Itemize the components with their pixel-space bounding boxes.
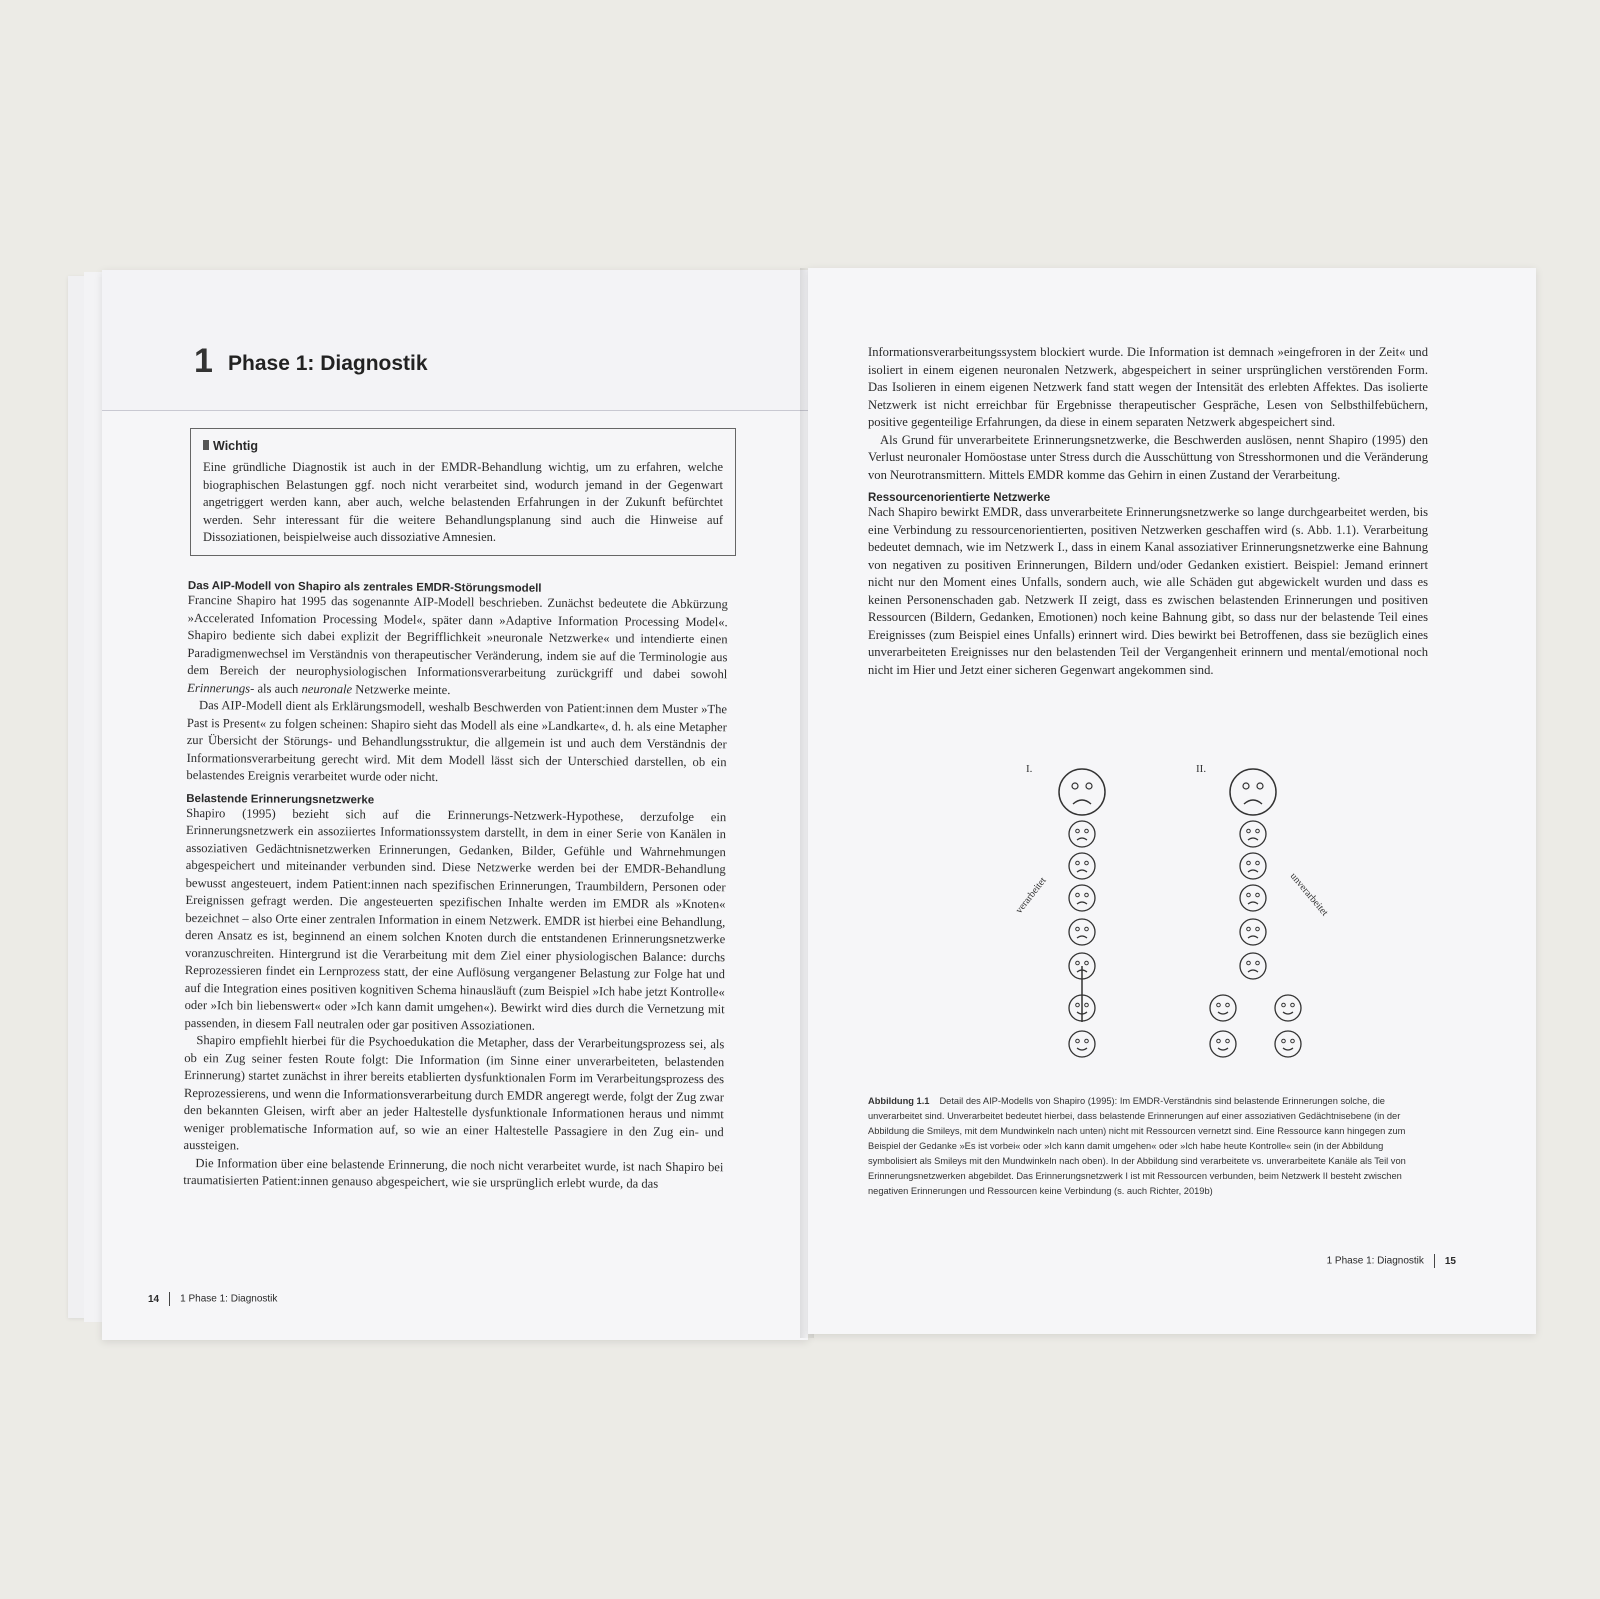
label-network-I: I. (1026, 763, 1033, 775)
paragraph: Die Information über eine belastende Erinnerung, die noch nicht verarbeitet wurde, ist nach Shapiro bei traumatisierten Patient:innen genauso abgespeichert, wie sie ursprünglich erlebt wurde, da das (183, 1155, 724, 1191)
happy-face-icon (1069, 1031, 1095, 1057)
sad-face-icon (1069, 885, 1095, 911)
sad-face-icon (1069, 821, 1095, 847)
left-page (102, 270, 808, 1340)
happy-face-icon (1210, 1031, 1236, 1057)
caption-label: Abbildung 1.1 (868, 1096, 930, 1106)
section-heading-belastende: Belastende Erinnerungsnetzwerke (186, 792, 375, 806)
important-box-title: Wichtig (203, 439, 723, 453)
network-II-chain (1210, 769, 1301, 1057)
happy-face-icon (1275, 995, 1301, 1021)
page-number: 15 (1444, 1255, 1456, 1267)
chapter-title: Phase 1: Diagnostik (228, 352, 428, 375)
sad-face-icon (1240, 953, 1266, 979)
paragraph: Als Grund für unverarbeitete Erinnerungsnetzwerke, die Beschwerden auslösen, nennt Shapiro (1995) den Verlust neuronaler Homöostase unter Stress durch die Ausschüttung von Stresshormonen und die Veränderung von Neurotransmittern. Mittels EMDR komme das Gehirn in einen Zustand der Verarbeitung. (868, 432, 1428, 482)
sad-face-icon (1069, 853, 1095, 879)
sad-face-icon (1240, 853, 1266, 879)
chapter-number: 1 (194, 342, 213, 380)
important-box (190, 428, 736, 556)
paragraph: Shapiro empfiehlt hierbei für die Psychoedukation die Metapher, dass der Verarbeitungsprozess sei, als ob ein Zug seiner festen Route folgt: Die Information (im Sinne einer unverarbeiteten, belastenden Erinnerung) startet zunächst in ihrer bereits etablierten dysfunktionalen Form im Verarbeitungsprozess des Reprozessierens, und wenn die Informationsverarbeitung durch EMDR angeregt werde, folgt der Zug zwar den bekannten Gleisen, wirft aber an jeder Haltestelle dysfunktionale Informationen heraus und nimmt weniger problematische Information auf, so wie an einer Haltestelle Passagiere in den Zug ein- und aussteigen. (183, 1033, 725, 1153)
caption-text: Detail des AIP-Modells von Shapiro (1995): Im EMDR-Verständnis sind belastende Erinnerungen solche, die unverarbeitet sind. Unverarbeitet bedeutet hierbei, dass belastende Erinnerungen auf einer assoziativen Gedächtnisebene (in der Abbildung die Smileys, mit dem Mundwinkeln nach unten) nicht mit Ressourcen vernetzt sind. Eine Ressource kann hingegen zum Beispiel der Gedanke »Es ist vorbei« oder »Ich kann damit umgehen« oder »Ich habe heute Kontrolle« sein (in der Abbildung symbolisiert als Smileys mit den Mundwinkeln nach oben). In der Abbildung sind verarbeitete vs. unverarbeitete Kanäle als Teil von Erinnerungsnetzwerken abgebildet. Das Erinnerungsnetzwerk I ist mit Ressourcen verbunden, beim Netzwerk II besteht zwischen negativen Erinnerungen und Ressourcen keine Verbindung (s. auch Richter, 2019b) (868, 1096, 1406, 1196)
page-number: 14 (148, 1293, 160, 1305)
paragraph: Shapiro (1995) bezieht sich auf die Erinnerungs-Netzwerk-Hypothese, derzufolge ein Erinnerungsnetzwerk ein assoziiertes Informationssystem darstellt, in dem in einer Serie von Kanälen in assoziativen Gedächtnisnetzwerken Erinnerungen, Gedanken, Bilder, Gefühle und Wahrnehmungen abgespeichert und miteinander verbunden sind. Diese Netzwerke werden bei der EMDR-Behandlung bewusst angesteuert, indem Patient:innen nach spezifischen Erinnerungen, Traumbildern, Personen oder Ereignissen gefragt werden. Die angesteuerten spezifischen Inhalte werden im EMDR als »Knoten« bezeichnet – also Orte einer zentralen Information in einem Netzwerk. EMDR ist hierbei eine Behandlung, deren Ansatz es ist, beginnend an einem solchen Knoten durch die entstandenen Erinnerungsnetzwerke voranzuschreiten. Hintergrund ist die Verarbeitung mit dem Ziel einer physiologischen Balance: durchs Reprozessieren findet ein Lernprozess statt, der eine Auflösung vergangener Belastung zur Folge hat und auf die Integration eines positiven kognitiven Schema hinausläuft (zum Beispiel »Ich habe jetzt Kontrolle« oder »Ich bin liebenswert« oder »Ich kann damit umgehen«). Bewirkt wird dies durch die Vernetzung mit passenden, in diesem Fall neutralen oder gar positiven Assoziationen. (184, 805, 727, 1033)
paragraph: Das AIP-Modell dient als Erklärungsmodell, weshalb Beschwerden von Patient:innen dem Muster »The Past is Present« zu folgen scheinen: Shapiro sieht das Modell als eine »Landkarte«, d. h. als eine Metapher zur Übersicht der Störungs- und Behandlungsstruktur, die allgemein ist und auch dem Verständnis der Informationsverarbeitung gerecht wird. Mit dem Modell lässt sich der Unterschied darstellen, ob ein belastendes Ereignis verarbeitet wurde oder nicht. (186, 698, 728, 784)
sad-face-icon (1240, 919, 1266, 945)
footer-divider (1434, 1254, 1435, 1268)
left-text-column (183, 580, 728, 1194)
section-heading-aip: Das AIP-Modell von Shapiro als zentrales EMDR-Störungsmodell (187, 580, 542, 595)
label-unverarbeitet: unverarbeitet (1287, 870, 1331, 919)
page-footer-right (1327, 1254, 1456, 1268)
paragraph: Nach Shapiro bewirkt EMDR, dass unverarbeitete Erinnerungsnetzwerke so lange durchgearbeitet werden, bis eine Verbindung zu ressourcenorientierten, positiven Netzwerken geschaffen wird (s. Abb. 1.1). Verarbeitung bedeutet demnach, wie im Netzwerk I., dass in einem Kanal assoziativer Erinnerungsnetzwerke eine Bahnung von negativen zu positiven Erinnerungen, Bildern und/oder Gedanken existiert. Beispiel: Jemand erinnert nicht nur den Moment eines Unfalls, sondern auch, wie alle Schäden gut abgewickelt wurden und dass es keinen Personenschaden gab. Netzwerk II zeigt, dass es zwischen belastenden Erinnerungen und positiven Ressourcen (Bildern, Gedanken, Emotionen) noch keine Bahnung gibt, so dass nur der belastende Teil eines Ereignisses (zum Beispiel eines Unfalls) erinnert wird. Dies bewirkt bei Betroffenen, dass sie bezüglich eines unverarbeiteten Ereignisses nur den belastenden Teil der Vergangenheit erinnern und mental/emotional noch nicht im Hier und Jetzt einer sicheren Gegenwart angekommen sind. (868, 505, 1428, 677)
paragraph: Francine Shapiro hat 1995 das sogenannte AIP-Modell beschrieben. Zunächst bedeutete die Abkürzung »Accelerated Infomation Processing Model«, später dann »Adaptive Information Processing Model«. Shapiro bediente sich dabei explizit der Begrifflichkeit »neuronale Netzwerke« und intendierte einen Paradigmenwechsel im Verständnis von therapeutischer Veränderung, indem sie auf die Terminologie aus dem Bereich der neurophysiologischen Informationsverarbeitung zurückgriff und dabei sowohl Erinnerungs- als auch neuronale Netzwerke meinte. (187, 592, 728, 697)
page-footer-left (148, 1292, 277, 1306)
section-heading-ressourcen: Ressourcenorientierte Netzwerke (868, 492, 1051, 504)
footer-divider (169, 1292, 170, 1306)
running-head: 1 Phase 1: Diagnostik (180, 1293, 278, 1305)
sad-face-icon (1069, 919, 1095, 945)
happy-face-icon (1210, 995, 1236, 1021)
right-text-column (868, 344, 1428, 679)
sad-face-icon (1230, 769, 1276, 815)
paragraph: Informationsverarbeitungssystem blockiert wurde. Die Information ist demnach »eingefroren in der Zeit« und isoliert in einem eigenen neuronalen Netzwerk, abgespeichert in seiner ursprünglichen verstörenden Form. Das Isolieren in einem eigenen Netzwerk fand statt wegen der Intensität des erlebten Affektes. Das isolierte Netzwerk ist nicht erreichbar für Ergebnisse therapeutischer Gespräche, Lesen von Selbsthilfebüchern, positive gegenteilige Erfahrungen, da diese in einem separaten Netzwerk abgespeichert sind. (868, 345, 1428, 429)
sad-face-icon (1240, 885, 1266, 911)
right-page (808, 268, 1536, 1334)
running-head: 1 Phase 1: Diagnostik (1326, 1255, 1424, 1267)
sad-face-icon (1240, 821, 1266, 847)
happy-face-icon (1275, 1031, 1301, 1057)
figure-caption (868, 1094, 1428, 1199)
label-network-II: II. (1196, 763, 1207, 775)
chapter-header (102, 270, 808, 411)
network-I-chain (1059, 769, 1105, 1057)
important-box-text: Eine gründliche Diagnostik ist auch in der EMDR-Behandlung wichtig, um zu erfahren, welche biographischen Belastungen ggf. noch nicht verarbeitet sind, wodurch jemand in der Gegenwart angetriggert werden kann, aber auch, welche belastenden Erfahrungen in der Zukunft befürchtet werden. Sehr interessant für die weitere Behandlungsplanung sind auch die Hinweise auf Dissoziationen, beispielweise auch dissoziative Amnesien. (203, 460, 723, 544)
sad-face-icon (1059, 769, 1105, 815)
figure-network-diagram (908, 762, 1428, 1062)
label-verarbeitet: verarbeitet (1013, 875, 1049, 916)
network-diagram-svg (908, 762, 1428, 1062)
